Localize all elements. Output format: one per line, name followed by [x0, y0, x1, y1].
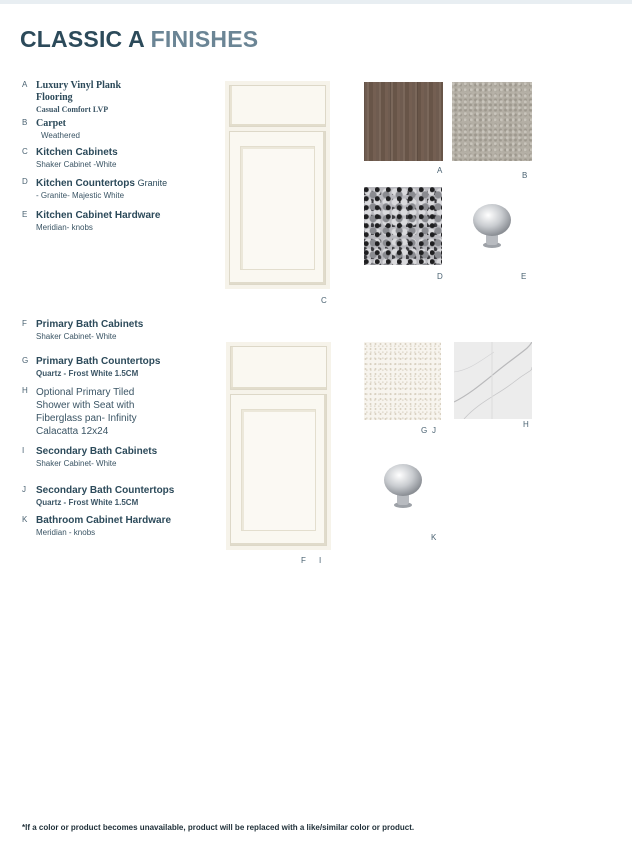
cabinet-door-front — [229, 131, 326, 285]
title-part-1: CLASSIC A — [20, 26, 145, 52]
item-name: Primary Bath Cabinets — [36, 319, 144, 330]
page-title — [20, 26, 258, 53]
image-label-f: F — [301, 556, 306, 565]
item-name: Luxury Vinyl Plank — [36, 80, 122, 91]
item-detail: Quartz - Frost White 1.5CM — [36, 498, 139, 507]
cabinet-drawer-front — [229, 85, 326, 127]
finish-item-h — [22, 386, 212, 438]
wood-plank-texture-swatch — [364, 82, 443, 161]
image-label-g: G — [421, 426, 428, 435]
marble-texture-swatch — [454, 342, 532, 419]
granite-texture-swatch — [364, 187, 442, 265]
item-name-line-2: Flooring — [36, 92, 73, 103]
item-letter: A — [22, 80, 28, 89]
finish-item-i — [22, 446, 212, 469]
top-accent-bar — [0, 0, 632, 4]
item-name: Bathroom Cabinet Hardware — [36, 515, 172, 526]
finish-item-k — [22, 515, 212, 538]
finish-item-c — [22, 147, 212, 170]
item-name: Kitchen Cabinet Hardware — [36, 210, 161, 221]
image-label-d: D — [437, 272, 443, 281]
cabinet-drawer-front — [230, 346, 327, 390]
image-label-b: B — [522, 171, 528, 180]
item-name: Kitchen Cabinets — [36, 147, 118, 158]
image-label-j: J — [432, 426, 436, 435]
item-letter: J — [22, 485, 26, 494]
quartz-texture-swatch — [364, 342, 441, 420]
item-name-inline-detail: Granite — [137, 178, 168, 188]
image-label-e: E — [521, 272, 527, 281]
item-name: Kitchen Countertops — [36, 178, 135, 189]
finish-item-j — [22, 485, 212, 508]
item-detail: Quartz - Frost White 1.5CM — [36, 369, 139, 378]
cabinet-knob-icon — [381, 462, 425, 510]
kitchen-cabinet-image — [225, 81, 330, 289]
finish-item-a — [22, 80, 212, 115]
item-name-line-4: Calacatta 12x24 — [36, 426, 109, 437]
item-detail: Meridian - knobs — [36, 528, 96, 537]
item-letter: H — [22, 386, 28, 395]
title-part-2: FINISHES — [150, 26, 259, 52]
item-letter: D — [22, 177, 28, 186]
item-name: Secondary Bath Cabinets — [36, 446, 158, 457]
cabinet-door-panel — [241, 409, 316, 531]
carpet-texture-swatch — [452, 82, 532, 161]
footer-disclaimer: *If a color or product becomes unavailable, product will be replaced with a like/similar color or product. — [22, 823, 415, 832]
bath-cabinet-image — [226, 342, 331, 550]
cabinet-knob-icon — [470, 202, 514, 250]
item-detail: Meridian- knobs — [36, 223, 93, 232]
item-name-line-2: Shower with Seat with — [36, 400, 135, 411]
item-name: Secondary Bath Countertops — [36, 485, 175, 496]
item-letter: C — [22, 147, 28, 156]
item-letter: F — [22, 319, 27, 328]
finish-item-g — [22, 356, 212, 379]
item-name: Carpet — [36, 118, 66, 129]
item-detail: Shaker Cabinet- White — [36, 459, 117, 468]
item-detail: Shaker Cabinet -White — [36, 160, 117, 169]
image-label-a: A — [437, 166, 443, 175]
item-letter: K — [22, 515, 28, 524]
cabinet-door-panel — [240, 146, 315, 270]
item-name-line-1: Optional Primary Tiled — [36, 387, 135, 398]
image-label-i: I — [319, 556, 322, 565]
image-label-k: K — [431, 533, 437, 542]
finish-item-e — [22, 210, 212, 233]
finish-item-b — [22, 118, 212, 141]
item-name-row — [36, 177, 212, 190]
item-detail: Shaker Cabinet- White — [36, 332, 117, 341]
item-name-line-3: Fiberglass pan- Infinity — [36, 413, 137, 424]
item-letter: G — [22, 356, 29, 365]
image-label-c: C — [321, 296, 327, 305]
finish-item-d — [22, 177, 212, 201]
image-label-h: H — [523, 420, 529, 429]
item-letter: B — [22, 118, 28, 127]
item-letter: I — [22, 446, 25, 455]
finish-item-f — [22, 319, 212, 342]
item-letter: E — [22, 210, 28, 219]
item-detail: Weathered — [41, 131, 80, 140]
cabinet-door-front — [230, 394, 327, 546]
item-detail: - Granite- Majestic White — [36, 191, 125, 200]
item-detail: Casual Comfort LVP — [36, 105, 109, 114]
item-name: Primary Bath Countertops — [36, 356, 161, 367]
